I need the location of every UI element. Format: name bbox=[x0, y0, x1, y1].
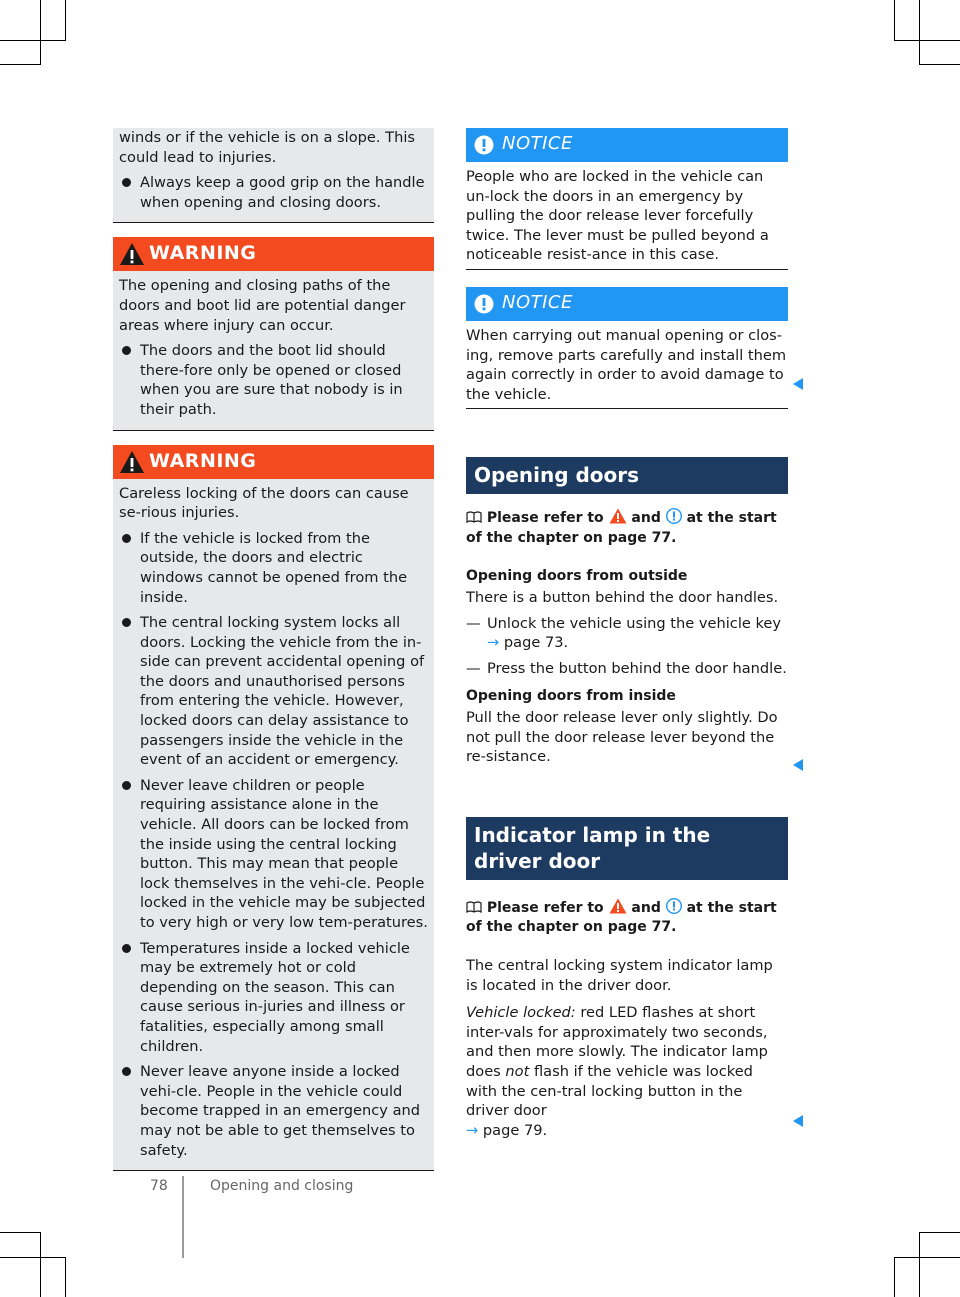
body-text: Vehicle locked: red LED flashes at short inter-vals for approximately two seconds, and then more slowly. The indicator lamp does not flash if the vehicle was locked with the cen-tral locking button in the driver door → page 79. bbox=[466, 1004, 768, 1139]
notice-exclamation-icon bbox=[474, 135, 494, 155]
section-end-icon bbox=[793, 1115, 803, 1127]
left-column bbox=[113, 128, 434, 1171]
warning-title: WARNING bbox=[149, 242, 257, 265]
book-icon bbox=[466, 511, 482, 523]
crop-mark bbox=[894, 40, 960, 41]
bullet-item: The central locking system locks all doors. Locking the vehicle from the in-side can prevent accidental opening of the doors and unauthorised persons from entering the vehicle. However, locked doors can delay assistance to passengers inside the vehicle in the event of an accident or emergency. bbox=[119, 613, 428, 770]
notice-title: NOTICE bbox=[502, 291, 573, 313]
warning-box bbox=[113, 479, 434, 1172]
chapter-reference: Please refer to and at the start of the chapter on page 77. bbox=[466, 899, 777, 936]
notice-text: When carrying out manual opening or clos-ing, remove parts carefully and install them again correctly in order to avoid damage to the vehicle. bbox=[466, 326, 787, 403]
section-end-icon bbox=[793, 378, 803, 390]
section-heading: Indicator lamp in the driver door bbox=[466, 817, 788, 880]
crop-mark bbox=[0, 64, 41, 65]
bullet-item: The doors and the boot lid should there-fore only be opened or closed when you are sure that nobody is in their path. bbox=[119, 341, 428, 419]
crop-mark bbox=[894, 0, 895, 40]
arrow-right-icon: → bbox=[466, 1121, 479, 1139]
notice-header bbox=[466, 128, 788, 162]
notice-text: People who are locked in the vehicle can un-lock the doors in an emergency by pulling the door release lever forcefully twice. The lever must be pulled beyond a noticeable resist-ance in this case. bbox=[466, 168, 769, 264]
dash-marker: — bbox=[466, 659, 481, 677]
warning-triangle-icon bbox=[609, 508, 627, 524]
chapter-reference: Please refer to and at the start of the chapter on page 77. bbox=[466, 510, 777, 546]
notice-box bbox=[466, 162, 788, 270]
crop-mark bbox=[894, 1257, 895, 1297]
right-column bbox=[466, 128, 788, 1140]
crop-mark bbox=[919, 64, 960, 65]
notice-box bbox=[466, 321, 788, 409]
bullet-dot bbox=[122, 1067, 131, 1076]
warning-header bbox=[113, 237, 434, 271]
warning-title: WARNING bbox=[149, 449, 257, 472]
warning-box bbox=[113, 271, 434, 430]
warning-triangle-icon bbox=[609, 898, 627, 914]
crop-mark bbox=[919, 1232, 920, 1297]
continued-warning-box bbox=[113, 128, 434, 223]
step-item: — Unlock the vehicle using the vehicle key → page 73. bbox=[466, 614, 782, 652]
continued-text: winds or if the vehicle is on a slope. This could lead to injuries. bbox=[119, 129, 415, 166]
body-text: There is a button behind the door handles. bbox=[466, 589, 779, 607]
subheading: Opening doors from outside bbox=[466, 567, 688, 584]
step-item: — Press the button behind the door handle. bbox=[466, 659, 787, 677]
bullet-dot bbox=[122, 178, 131, 187]
crop-mark bbox=[0, 1232, 41, 1233]
section-heading: Opening doors bbox=[466, 457, 788, 494]
crop-mark bbox=[40, 0, 41, 64]
footer-divider bbox=[182, 1176, 184, 1258]
crop-mark bbox=[919, 0, 920, 64]
body-text: The central locking system indicator lamp is located in the driver door. bbox=[466, 957, 773, 994]
bullet-item: Always keep a good grip on the handle when opening and closing doors. bbox=[119, 173, 428, 212]
body-text: Pull the door release lever only slightly. Do not pull the door release lever beyond the re-sistance. bbox=[466, 709, 778, 766]
warning-triangle-icon bbox=[119, 450, 145, 474]
crop-mark bbox=[65, 0, 66, 40]
notice-header bbox=[466, 287, 788, 321]
section-end-icon bbox=[793, 759, 803, 771]
warning-triangle-icon bbox=[119, 242, 145, 266]
arrow-right-icon: → bbox=[487, 634, 500, 652]
crop-mark bbox=[0, 40, 66, 41]
bullet-dot bbox=[122, 781, 131, 790]
warning-text: Careless locking of the doors can cause se-rious injuries. bbox=[119, 484, 409, 522]
page-number: 78 bbox=[150, 1178, 168, 1194]
bullet-dot bbox=[122, 534, 131, 543]
notice-title: NOTICE bbox=[502, 133, 573, 154]
notice-exclamation-icon bbox=[666, 508, 682, 524]
bullet-item: If the vehicle is locked from the outside, the doors and electric windows cannot be opened from the inside. bbox=[119, 529, 428, 607]
crop-mark bbox=[919, 1232, 960, 1233]
bullet-dot bbox=[122, 944, 131, 953]
book-icon bbox=[466, 901, 482, 913]
notice-exclamation-icon bbox=[474, 294, 494, 314]
crop-mark bbox=[894, 1257, 960, 1258]
bullet-item: Never leave children or people requiring assistance alone in the vehicle. All doors can be locked from the inside using the central locking button. This may mean that people lock themselves in the vehi-cle. People locked in the vehicle may be subjected to very high or very low tem-peratures. bbox=[119, 776, 428, 933]
bullet-item: Never leave anyone inside a locked vehi-cle. People in the vehicle could become trapped in an emergency and may not be able to get themselves to safety. bbox=[119, 1062, 428, 1160]
crop-mark bbox=[40, 1232, 41, 1297]
notice-exclamation-icon bbox=[666, 898, 682, 914]
warning-header bbox=[113, 445, 434, 479]
crop-mark bbox=[65, 1257, 66, 1297]
page-link[interactable]: page 79. bbox=[482, 1121, 548, 1139]
dash-marker: — bbox=[466, 614, 481, 632]
bullet-dot bbox=[122, 618, 131, 627]
chapter-name: Opening and closing bbox=[210, 1178, 354, 1194]
page-link[interactable]: page 73. bbox=[503, 634, 569, 652]
warning-text: The opening and closing paths of the doors and boot lid are potential danger areas where injury can occur. bbox=[119, 277, 406, 334]
subheading: Opening doors from inside bbox=[466, 687, 676, 704]
bullet-item: Temperatures inside a locked vehicle may be extremely hot or cold depending on the season. This can cause serious in-juries and illness or fatalities, especially among small children. bbox=[119, 939, 428, 1057]
crop-mark bbox=[0, 1257, 66, 1258]
bullet-dot bbox=[122, 346, 131, 355]
